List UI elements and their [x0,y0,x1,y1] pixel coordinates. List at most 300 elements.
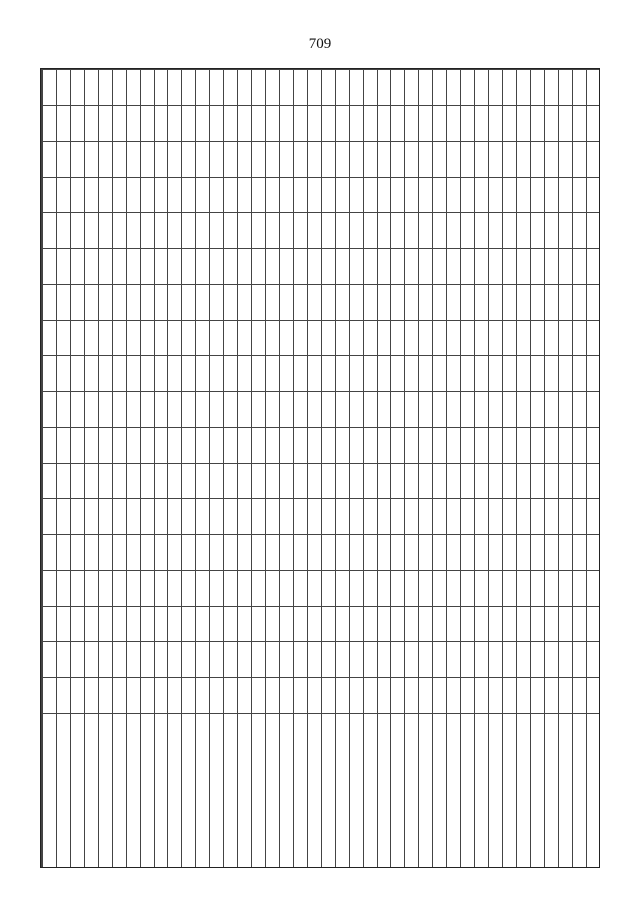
table-cell [321,392,335,428]
table-cell [266,249,280,285]
table-cell [558,642,572,678]
table-cell [56,392,70,428]
table-cell [238,284,252,320]
table-cell [126,213,140,249]
table-row-label [502,714,516,869]
table-cell [572,535,586,571]
table-cell [266,105,280,141]
table-cell [140,427,154,463]
data-table [41,69,600,868]
table-cell [572,570,586,606]
table-cell [293,392,307,428]
table-cell [238,606,252,642]
table-cell [238,392,252,428]
table-cell [56,105,70,141]
table-cell [98,249,112,285]
table-row-label [447,714,461,869]
table-cell [363,356,377,392]
table-cell [196,105,210,141]
table-cell [224,249,238,285]
table-cell [321,499,335,535]
table-cell [405,606,419,642]
table-cell [321,463,335,499]
table-cell [586,392,600,428]
table-cell [544,70,558,106]
table-cell [461,70,475,106]
table-row-label [279,714,293,869]
table-cell [154,463,168,499]
table-cell [502,642,516,678]
table-row [140,70,154,869]
table-cell [433,642,447,678]
table-cell [168,70,182,106]
table-cell [112,177,126,213]
table-cell [489,141,503,177]
table-cell [349,141,363,177]
table-cell [461,249,475,285]
table-cell [558,249,572,285]
table-cell [475,105,489,141]
table-cell [502,499,516,535]
table-cell [461,427,475,463]
table-row [293,70,307,869]
table-cell [293,678,307,714]
table-cell [279,463,293,499]
table-cell [558,535,572,571]
table-cell [419,70,433,106]
table-cell [210,606,224,642]
table-cell [182,141,196,177]
table-cell [252,606,266,642]
table-cell [335,213,349,249]
table-cell [182,320,196,356]
table-cell [502,570,516,606]
table-cell [544,427,558,463]
table-cell [558,105,572,141]
table-cell [70,213,84,249]
table-cell [252,678,266,714]
table-cell [321,213,335,249]
table-cell [252,249,266,285]
table-cell [210,499,224,535]
table-cell [154,570,168,606]
table-cell [377,213,391,249]
table-cell [112,213,126,249]
table-row-label [530,714,544,869]
table-cell [433,427,447,463]
table-cell [196,463,210,499]
table-cell [475,284,489,320]
table-cell [56,356,70,392]
table-cell [447,141,461,177]
table-row [196,70,210,869]
table-cell [447,177,461,213]
table-cell [182,463,196,499]
table-cell [196,177,210,213]
table-cell [140,284,154,320]
table-cell [196,213,210,249]
table-cell [461,356,475,392]
table-row [168,70,182,869]
table-cell [140,642,154,678]
table-cell [335,105,349,141]
table-cell [238,535,252,571]
table-cell [307,356,321,392]
table-cell [98,356,112,392]
table-cell [210,678,224,714]
table-cell [447,427,461,463]
table-cell [154,213,168,249]
table-cell [363,535,377,571]
table-row-label [252,714,266,869]
table-cell [475,606,489,642]
table-cell [558,70,572,106]
table-cell [266,177,280,213]
table-cell [321,606,335,642]
table-cell [335,499,349,535]
table-cell [377,141,391,177]
table-cell [182,606,196,642]
table-cell [140,141,154,177]
table-cell [266,606,280,642]
table-cell [307,320,321,356]
table-cell [349,570,363,606]
table-cell [530,141,544,177]
table-cell [43,70,57,106]
table-cell [84,463,98,499]
table-cell [447,356,461,392]
table-row [391,70,405,869]
table-row-label [489,714,503,869]
table-cell [516,499,530,535]
table-cell [419,284,433,320]
table-cell [447,249,461,285]
table-cell [224,427,238,463]
table-cell [447,392,461,428]
table-cell [349,463,363,499]
table-section-row [43,70,57,869]
table-row [572,70,586,869]
table-cell [516,284,530,320]
table-row [210,70,224,869]
table-cell [433,320,447,356]
table-cell [475,70,489,106]
table-cell [321,535,335,571]
table-cell [572,678,586,714]
table-cell [210,427,224,463]
table-cell [98,606,112,642]
table-cell [447,105,461,141]
table-row [377,70,391,869]
table-cell [544,392,558,428]
table-cell [516,320,530,356]
table-cell [586,535,600,571]
table-row [405,70,419,869]
table-cell [210,284,224,320]
table-cell [502,141,516,177]
table-cell [544,499,558,535]
table-row-label [335,714,349,869]
table-cell [154,499,168,535]
table-cell [307,177,321,213]
table-cell [586,678,600,714]
table-cell [405,141,419,177]
table-cell [405,499,419,535]
table-cell [154,356,168,392]
table-cell [461,678,475,714]
table-cell [56,249,70,285]
table-row-label [433,714,447,869]
table-cell [84,70,98,106]
table-cell [224,356,238,392]
table-cell [224,284,238,320]
table-row [419,70,433,869]
table-cell [154,141,168,177]
table-cell [154,642,168,678]
table-row [84,70,98,869]
table-cell [168,249,182,285]
table-cell [475,213,489,249]
table-cell [349,284,363,320]
table-cell [586,105,600,141]
table-cell [126,427,140,463]
table-cell [70,570,84,606]
table-cell [279,284,293,320]
table-cell [84,570,98,606]
table-cell [238,570,252,606]
table-cell [182,284,196,320]
table-cell [461,177,475,213]
table-cell [447,535,461,571]
table-cell [84,535,98,571]
table-cell [433,463,447,499]
table-cell [419,249,433,285]
table-cell [168,535,182,571]
table-cell [224,678,238,714]
table-cell [293,141,307,177]
table-row-label [461,714,475,869]
table-cell [224,141,238,177]
table-cell [84,642,98,678]
table-cell [321,320,335,356]
table-cell [252,320,266,356]
table-cell [502,463,516,499]
table-cell [252,356,266,392]
table-cell [335,356,349,392]
table-cell [168,284,182,320]
table-cell [405,284,419,320]
table-cell [293,105,307,141]
table-cell [98,392,112,428]
table-cell [419,570,433,606]
table-cell [112,678,126,714]
table-cell [196,499,210,535]
table-cell [168,213,182,249]
table-cell [70,105,84,141]
table-cell [377,284,391,320]
table-cell [433,499,447,535]
table-cell [461,392,475,428]
table-cell [530,213,544,249]
table-cell [405,213,419,249]
table-cell [447,463,461,499]
table-cell [238,356,252,392]
table-cell [266,356,280,392]
table-row [56,70,70,869]
table-cell [210,463,224,499]
table-cell [586,570,600,606]
table-cell [335,535,349,571]
table-cell [196,356,210,392]
table-cell [321,105,335,141]
table-cell [475,320,489,356]
table-cell [530,463,544,499]
table-cell [182,570,196,606]
table-cell [377,678,391,714]
table-row-label [224,714,238,869]
table-cell [43,463,57,499]
table-cell [502,606,516,642]
table-cell [461,105,475,141]
table-cell [168,392,182,428]
table-cell [210,570,224,606]
table-cell [461,606,475,642]
table-cell [391,141,405,177]
table-cell [126,392,140,428]
table-cell [126,678,140,714]
table-cell [335,570,349,606]
table-cell [363,678,377,714]
table-cell [586,70,600,106]
table-cell [196,427,210,463]
table-cell [419,177,433,213]
table-cell [475,570,489,606]
table-cell [391,356,405,392]
table-row [530,70,544,869]
table-cell [279,427,293,463]
table-cell [266,213,280,249]
table-cell [349,356,363,392]
table-cell [56,570,70,606]
table-cell [530,606,544,642]
table-cell [447,284,461,320]
table-row-label [544,714,558,869]
table-cell [266,463,280,499]
table-cell [238,642,252,678]
table-cell [140,463,154,499]
table-cell [224,499,238,535]
table-cell [405,177,419,213]
table-cell [475,427,489,463]
table-cell [363,392,377,428]
table-cell [586,141,600,177]
table-cell [391,606,405,642]
table-cell [433,392,447,428]
table-row-label [196,714,210,869]
table-row [238,70,252,869]
table-cell [586,249,600,285]
table-cell [475,356,489,392]
table-cell [433,249,447,285]
table-cell [140,678,154,714]
table-cell [56,427,70,463]
table-cell [112,570,126,606]
table-cell [112,105,126,141]
table-cell [489,213,503,249]
table-section-row [349,70,363,869]
table-cell [266,535,280,571]
table-cell [307,213,321,249]
table-cell [502,213,516,249]
table-cell [182,70,196,106]
table-cell [182,213,196,249]
table-cell [544,320,558,356]
table-cell [516,642,530,678]
table-cell [98,678,112,714]
table-cell [98,427,112,463]
table-cell [377,105,391,141]
table-cell [321,356,335,392]
table-cell [224,535,238,571]
table-cell [182,392,196,428]
table-cell [224,105,238,141]
table-cell [391,70,405,106]
table-cell [558,284,572,320]
table-row-label [140,714,154,869]
table-cell [572,213,586,249]
table-cell [321,141,335,177]
table-cell [586,642,600,678]
table-cell [391,177,405,213]
table-cell [489,356,503,392]
table-cell [321,177,335,213]
table-cell [516,141,530,177]
table-cell [489,427,503,463]
table-cell [196,320,210,356]
table-cell [377,535,391,571]
table-cell [43,499,57,535]
table-cell [335,284,349,320]
table-row-label [363,714,377,869]
table-row-label [377,714,391,869]
table-cell [126,177,140,213]
table-cell [196,606,210,642]
table-cell [335,606,349,642]
table-cell [84,105,98,141]
table-row-label [210,714,224,869]
table-cell [112,535,126,571]
table-cell [43,606,57,642]
table-cell [196,535,210,571]
table-cell [70,463,84,499]
table-cell [405,427,419,463]
table-cell [238,499,252,535]
table-cell [307,105,321,141]
table-cell [530,499,544,535]
table-cell [252,141,266,177]
table-cell [168,427,182,463]
table-row-label [405,714,419,869]
table-cell [43,284,57,320]
table-cell [363,105,377,141]
table-cell [168,642,182,678]
table-row-label [558,714,572,869]
table-cell [112,606,126,642]
table-cell [447,570,461,606]
table-cell [182,535,196,571]
table-cell [293,535,307,571]
table-cell [586,427,600,463]
